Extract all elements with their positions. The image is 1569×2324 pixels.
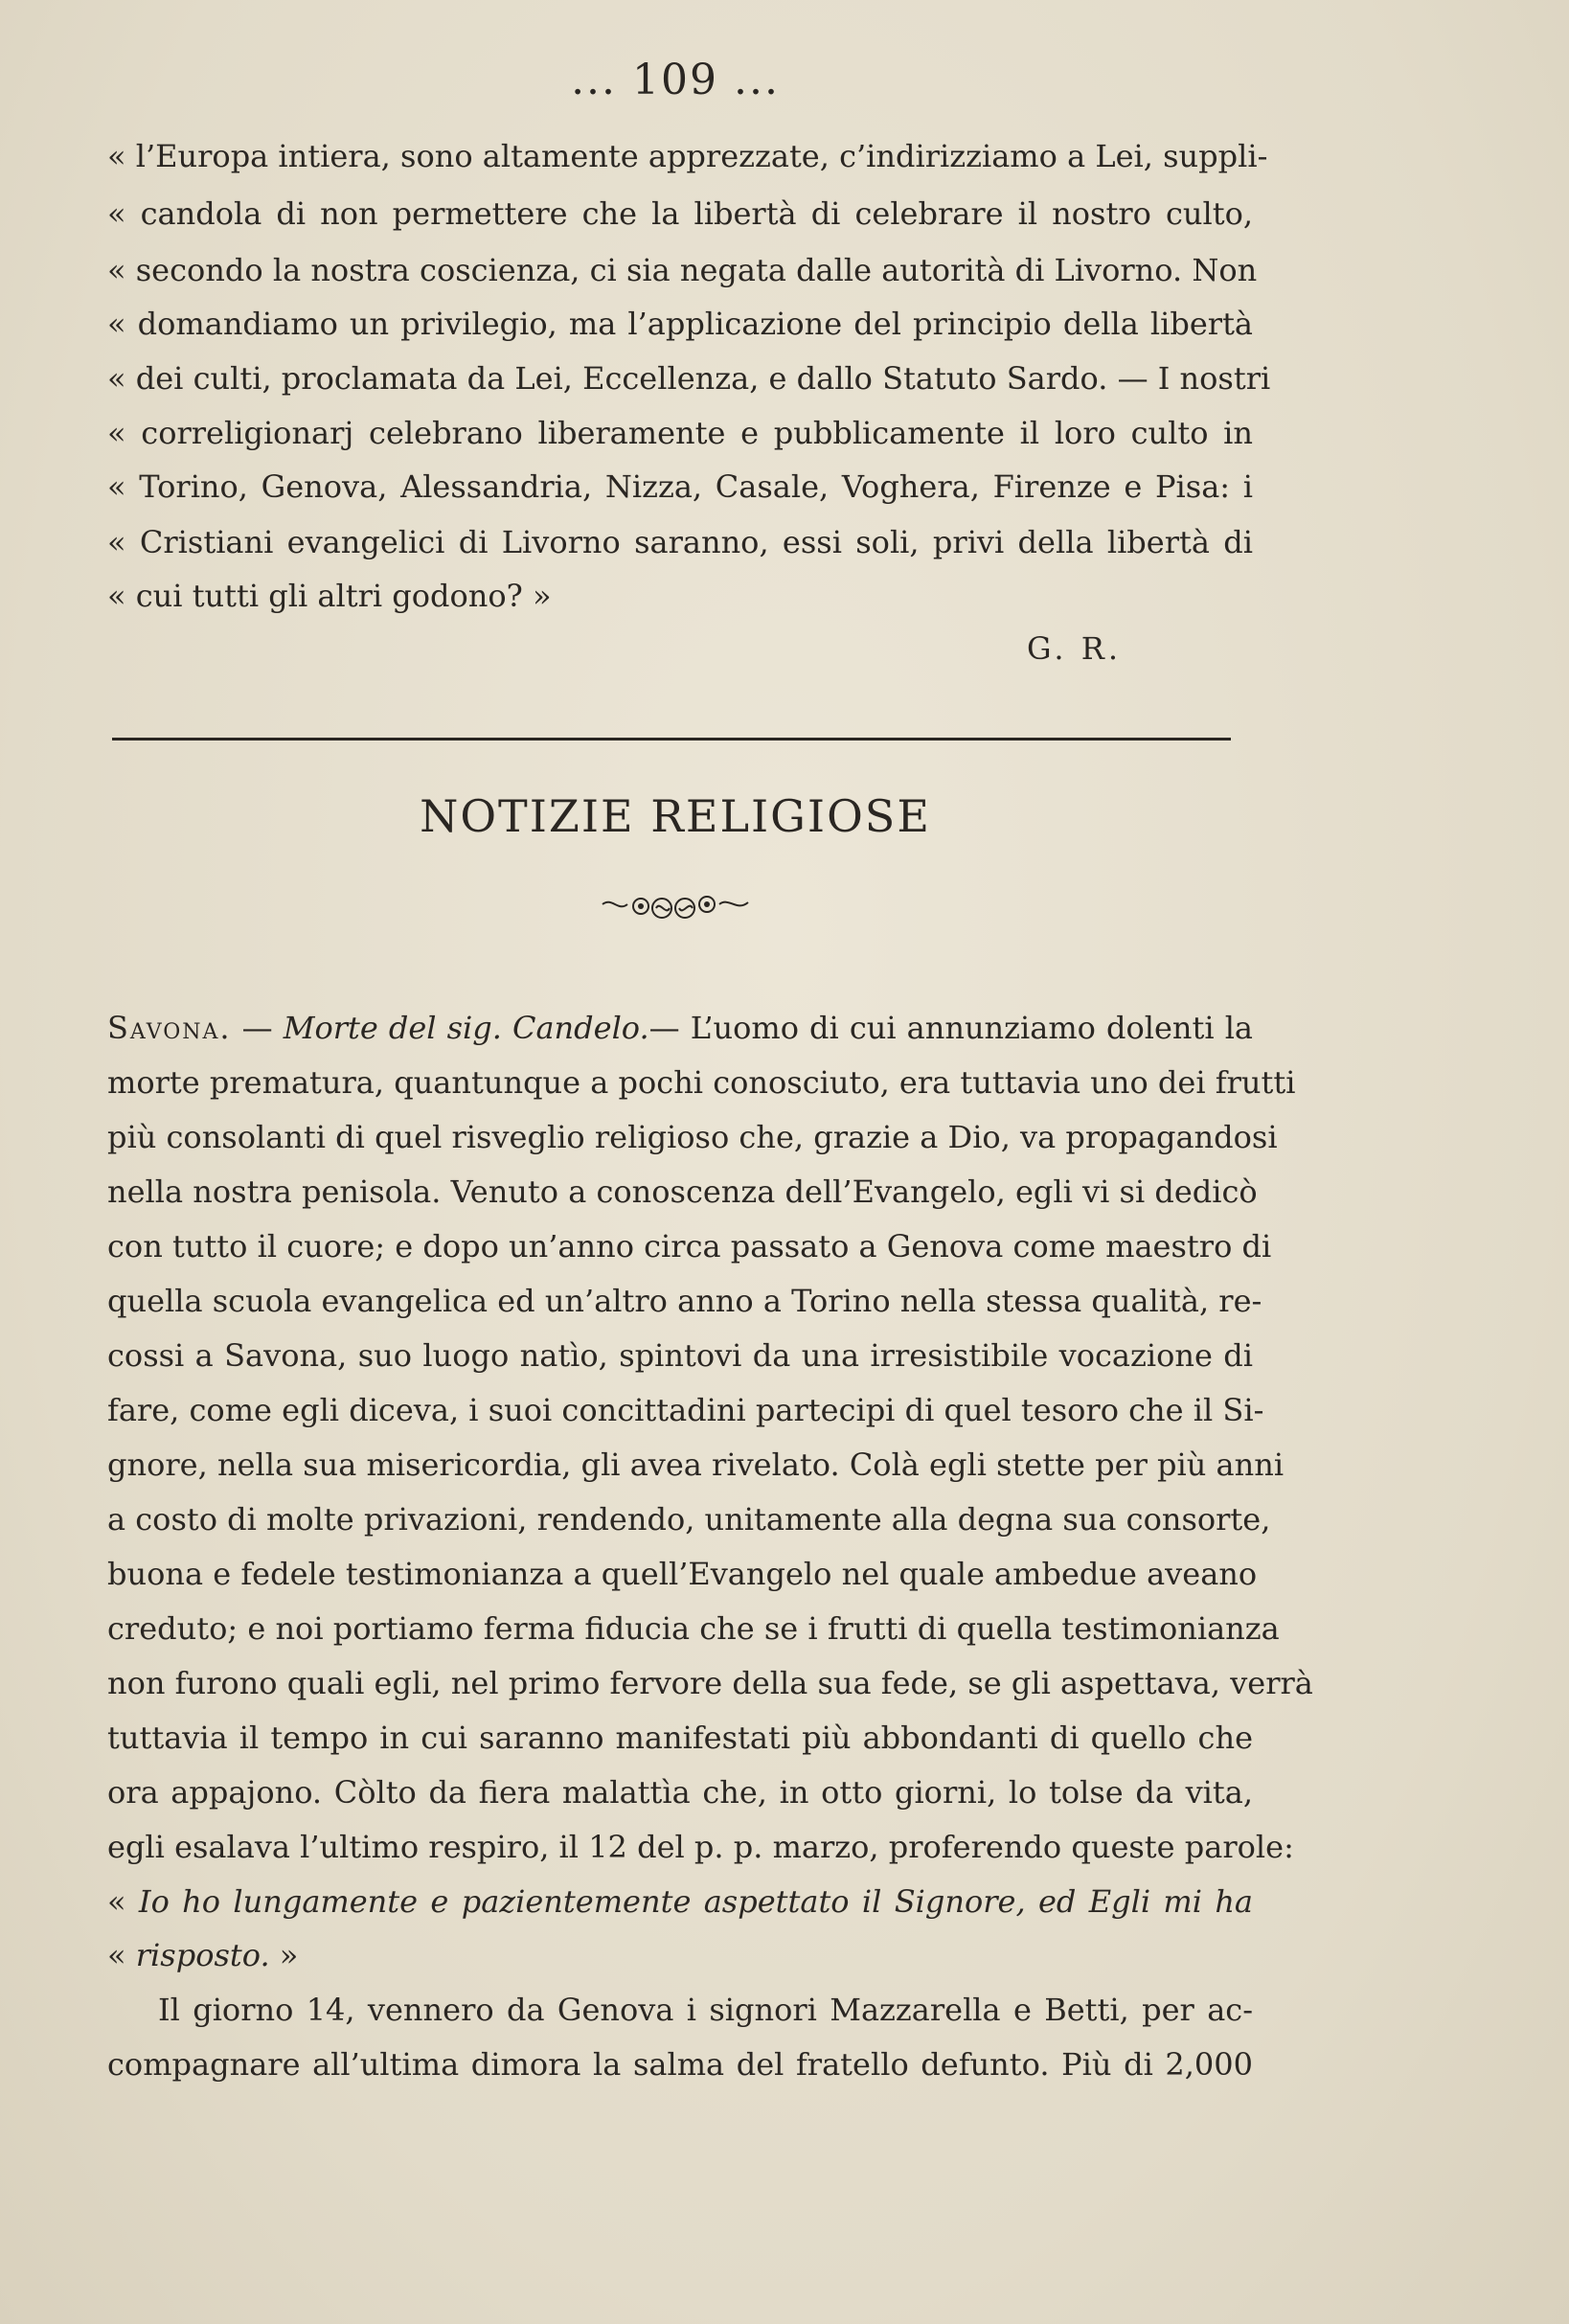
article-line: compagnare all’ultima dimora la salma del fratello defunto. Più di 2,000 — [107, 2046, 1253, 2083]
article-line: buona e fedele testimonianza a quell’Evangelo nel quale ambedue aveano — [107, 1556, 1258, 1592]
quote-line: « Torino, Genova, Alessandria, Nizza, Casale, Voghera, Firenze e Pisa: i — [107, 468, 1253, 505]
article-place: Savona. — [107, 1010, 232, 1046]
article-line: con tutto il cuore; e dopo un’anno circa passato a Genova come maestro di — [107, 1228, 1272, 1265]
article-text: L’uomo di cui annunziamo dolenti la — [690, 1010, 1253, 1046]
article-first-line — [107, 1009, 1253, 1047]
quote-open: « — [107, 1883, 139, 1920]
article-quote-line — [107, 1936, 1253, 1974]
article-line: morte prematura, quantunque a pochi conosciuto, era tuttavia uno dei frutti — [107, 1064, 1296, 1101]
article-line: quella scuola evangelica ed un’altro anno a Torino nella stessa qualità, re- — [107, 1283, 1262, 1319]
article-line: cossi a Savona, suo luogo natìo, spintovi da una irresistibile vocazione di — [107, 1337, 1253, 1374]
signature: G. R. — [1027, 630, 1123, 667]
article-line: Il giorno 14, vennero da Genova i signori Mazzarella e Betti, per ac- — [158, 1992, 1253, 2028]
article-line: più consolanti di quel risveglio religioso che, grazie a Dio, va propagandosi — [107, 1119, 1278, 1155]
article-line: creduto; e noi portiamo ferma fiducia che se i frutti di quella testimonianza — [107, 1610, 1280, 1647]
article-dash: — — [231, 1010, 284, 1046]
quote-line: « cui tutti gli altri godono? » — [107, 578, 552, 614]
section-title: NOTIZIE RELIGIOSE — [420, 790, 931, 842]
article-quote-text: risposto. — [135, 1937, 270, 1973]
article-line: a costo di molte privazioni, rendendo, unitamente alla degna sua consorte, — [107, 1501, 1271, 1538]
quote-line: « l’Europa intiera, sono altamente apprezzate, c’indirizziamo a Lei, suppli- — [107, 138, 1268, 174]
article-line: non furono quali egli, nel primo fervore della sua fede, se gli aspettava, verrà — [107, 1665, 1313, 1701]
article-line: egli esalava l’ultimo respiro, il 12 del p. p. marzo, proferendo queste parole: — [107, 1829, 1294, 1865]
article-heading: Morte del sig. Candelo. — [283, 1010, 649, 1046]
quote-line: « candola di non permettere che la libertà di celebrare il nostro culto, — [107, 195, 1253, 232]
article-line: fare, come egli diceva, i suoi concittadini partecipi di quel tesoro che il Si- — [107, 1392, 1264, 1428]
article-quote-line — [107, 1882, 1253, 1921]
quote-line: « secondo la nostra coscienza, ci sia negata dalle autorità di Livorno. Non — [107, 252, 1258, 288]
article-quote-text: Io ho lungamente e pazientemente aspettato il Signore, ed Egli mi ha — [138, 1883, 1254, 1920]
article-line: gnore, nella sua misericordia, gli avea rivelato. Colà egli stette per più anni — [107, 1447, 1285, 1483]
quote-open: « — [107, 1937, 136, 1973]
ornament-icon — [599, 891, 752, 923]
section-divider — [112, 738, 1231, 740]
article-line: ora appajono. Còlto da fiera malattìa che, in otto giorni, lo tolse da vita, — [107, 1774, 1253, 1811]
quote-close: » — [269, 1937, 299, 1973]
article-heading-dash: — — [648, 1010, 691, 1046]
quote-line: « domandiamo un privilegio, ma l’applicazione del principio della libertà — [107, 306, 1253, 342]
quote-line: « correligionarj celebrano liberamente e pubblicamente il loro culto in — [107, 415, 1253, 451]
article-line: tuttavia il tempo in cui saranno manifestati più abbondanti di quello che — [107, 1720, 1253, 1756]
article-line: nella nostra penisola. Venuto a conoscenza dell’Evangelo, egli vi si dedicò — [107, 1173, 1258, 1210]
quote-line: « Cristiani evangelici di Livorno saranno, essi soli, privi della libertà di — [107, 524, 1253, 560]
page-number: ... 109 ... — [571, 56, 780, 104]
quote-line: « dei culti, proclamata da Lei, Eccellenza, e dallo Statuto Sardo. — I nostri — [107, 360, 1271, 397]
